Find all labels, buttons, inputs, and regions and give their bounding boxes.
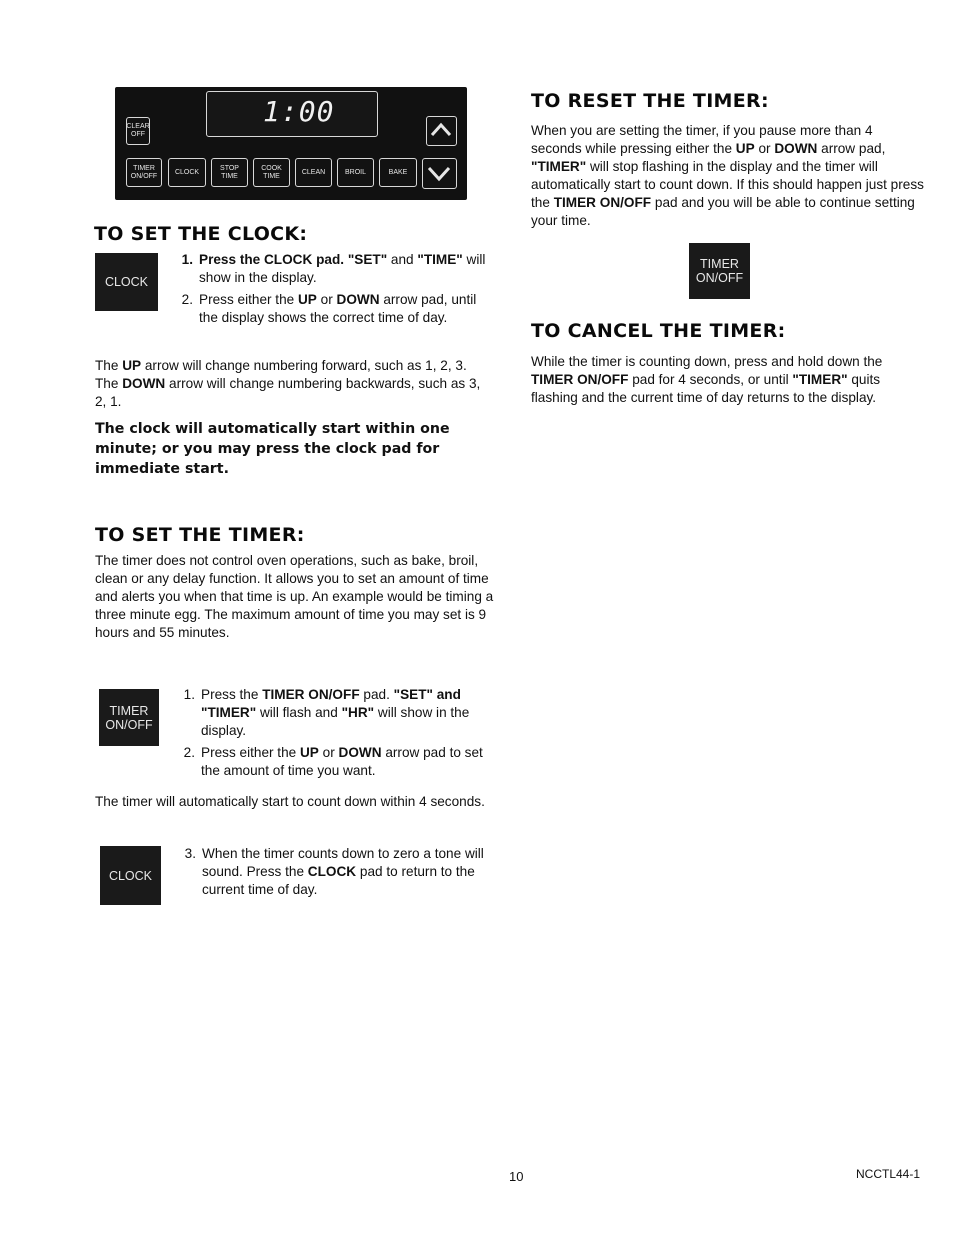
- timer-pad-image-reset: TIMER ON/OFF: [689, 243, 750, 299]
- clock-button[interactable]: CLOCK: [168, 158, 206, 187]
- stop-time-button[interactable]: STOP TIME: [211, 158, 248, 187]
- set-timer-steps: [177, 686, 497, 784]
- set-clock-arrow-note: The UP arrow will change numbering forward, such as 1, 2, 3. The DOWN arrow will change numbering backwards, such as 3, 2, 1.: [95, 358, 481, 409]
- set-timer-intro: The timer does not control oven operations, such as bake, broil, clean or any delay function. It allows you to set an amount of time and alerts you when that time is up. An example would be timing a three minute egg. The maximum amount of time you may set is 9 hours and 55 minutes.: [95, 553, 494, 640]
- reset-timer-heading: TO RESET THE TIMER:: [531, 90, 769, 112]
- reset-timer-text: When you are setting the timer, if you pause more than 4 seconds while pressing either the UP or DOWN arrow pad, "TIMER" will stop flashing in the display and the timer will automatically start to count down. If this should happen just press the TIMER ON/OFF pad and you will be able to continue setting your time.: [531, 123, 924, 228]
- page-number: 10: [509, 1169, 524, 1184]
- set-timer-step-1: 1. Press the TIMER ON/OFF pad. "SET" and "TIMER" will flash and "HR" will show in the display.: [183, 687, 470, 738]
- set-timer-heading: TO SET THE TIMER:: [95, 524, 305, 546]
- set-clock-steps: [175, 251, 493, 331]
- document-code: NCCTL44-1: [856, 1167, 921, 1181]
- up-arrow-icon: [427, 117, 455, 144]
- set-timer-step-3-list: [178, 845, 498, 903]
- display-window: [206, 91, 378, 137]
- clear-off-button[interactable]: CLEAR OFF: [126, 117, 150, 145]
- set-timer-step-2: 2. Press either the UP or DOWN arrow pad to set the amount of time you want.: [183, 745, 483, 778]
- cook-time-button[interactable]: COOK TIME: [253, 158, 290, 187]
- clock-pad-image-2: CLOCK: [100, 846, 161, 905]
- broil-button[interactable]: BROIL: [337, 158, 374, 187]
- set-clock-step-2: 2. Press either the UP or DOWN arrow pad, until the display shows the correct time of day.: [181, 292, 477, 325]
- display-readout: 1:00: [263, 95, 335, 128]
- timer-pad-image: TIMER ON/OFF: [99, 689, 159, 746]
- down-arrow-icon: [423, 159, 455, 187]
- timer-on-off-button[interactable]: TIMER ON/OFF: [126, 158, 162, 187]
- timer-auto-start-note: The timer will automatically start to count down within 4 seconds.: [95, 794, 485, 809]
- clock-auto-start-note: The clock will automatically start within one minute; or you may press the clock pad for immediate start.: [95, 421, 450, 477]
- clean-button[interactable]: CLEAN: [295, 158, 332, 187]
- bake-button[interactable]: BAKE: [379, 158, 417, 187]
- oven-control-panel: [115, 87, 467, 200]
- up-arrow-button[interactable]: [426, 116, 457, 146]
- cancel-timer-text: While the timer is counting down, press and hold down the TIMER ON/OFF pad for 4 seconds, or until "TIMER" quits flashing and the current time of day returns to the display.: [531, 354, 883, 405]
- down-arrow-button[interactable]: [422, 158, 457, 189]
- set-clock-heading: TO SET THE CLOCK:: [94, 223, 308, 245]
- clock-pad-image: CLOCK: [95, 253, 158, 311]
- cancel-timer-heading: TO CANCEL THE TIMER:: [531, 320, 786, 342]
- set-clock-step-1: 1. Press the CLOCK pad. "SET" and "TIME" will show in the display.: [181, 252, 486, 285]
- set-timer-step-3: 3. When the timer counts down to zero a tone will sound. Press the CLOCK pad to return to the current time of day.: [184, 846, 484, 897]
